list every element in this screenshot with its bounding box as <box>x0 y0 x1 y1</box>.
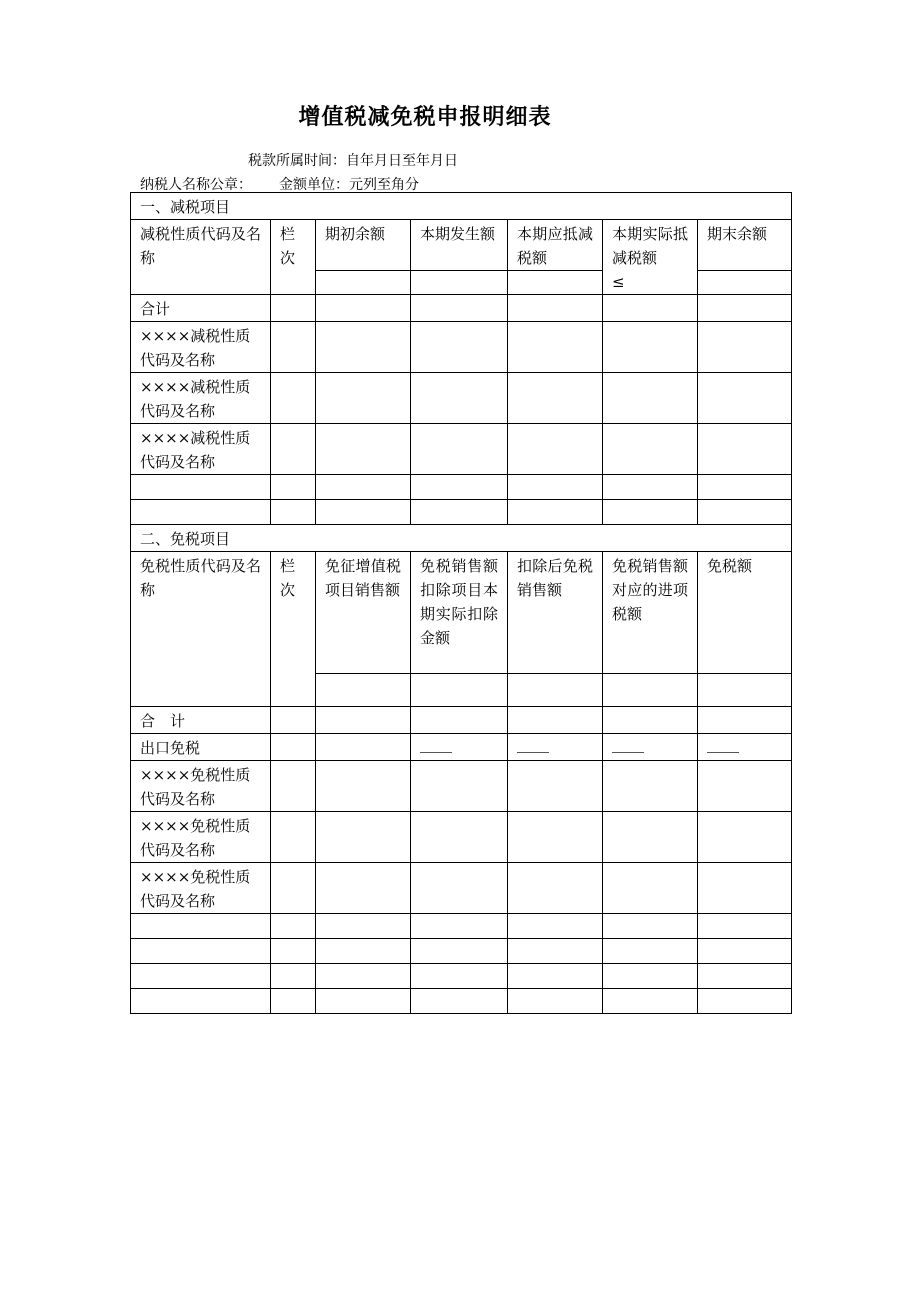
cell <box>698 295 792 322</box>
export-exempt-label: 出口免税 <box>131 734 271 761</box>
cell <box>131 914 271 939</box>
cell <box>603 373 698 424</box>
cell <box>508 914 603 939</box>
cell <box>411 707 508 734</box>
cell <box>316 373 411 424</box>
dash-mark <box>517 752 549 753</box>
cell <box>131 989 271 1014</box>
section2-header-line-no: 栏次 <box>271 552 316 707</box>
cell <box>411 761 508 812</box>
section2-heading: 二、免税项目 <box>131 525 792 552</box>
cell <box>508 989 603 1014</box>
dash-cell <box>508 734 603 761</box>
section1-item-label: ××××减税性质代码及名称 <box>131 424 271 475</box>
cell <box>508 812 603 863</box>
page-title: 增值税减免税申报明细表 <box>298 105 552 130</box>
cell <box>316 964 411 989</box>
cell <box>698 939 792 964</box>
cell <box>316 761 411 812</box>
cell <box>508 500 603 525</box>
amount-unit-label: 金额单位：元列至角分 <box>279 177 419 193</box>
section2-header-net-exempt-sales: 扣除后免税销售额 <box>508 552 603 674</box>
cell <box>698 373 792 424</box>
section1-item-label: ××××减税性质代码及名称 <box>131 373 271 424</box>
cell <box>271 989 316 1014</box>
declaration-table <box>130 192 792 1014</box>
cell <box>698 863 792 914</box>
cell <box>316 271 411 295</box>
section1-heading: 一、减税项目 <box>131 193 792 220</box>
cell <box>411 914 508 939</box>
cell <box>271 424 316 475</box>
cell <box>508 373 603 424</box>
cell <box>411 674 508 707</box>
cell <box>508 674 603 707</box>
cell <box>131 500 271 525</box>
cell <box>411 500 508 525</box>
section1-total-label: 合计 <box>131 295 271 322</box>
section2-header-exempt-sales: 免征增值税项目销售额 <box>316 552 411 674</box>
cell <box>271 964 316 989</box>
cell <box>508 271 603 295</box>
cell <box>271 500 316 525</box>
cell <box>316 295 411 322</box>
dash-cell <box>411 734 508 761</box>
cell <box>698 964 792 989</box>
cell <box>698 707 792 734</box>
cell <box>316 989 411 1014</box>
cell <box>411 964 508 989</box>
cell <box>411 989 508 1014</box>
section2-item-label: ××××免税性质代码及名称 <box>131 761 271 812</box>
cell <box>508 424 603 475</box>
cell <box>508 863 603 914</box>
less-equal-mark: ≤ <box>612 273 625 291</box>
cell <box>698 424 792 475</box>
section2-header-input-tax: 免税销售额对应的进项税额 <box>603 552 698 674</box>
cell <box>508 295 603 322</box>
dash-mark <box>612 752 644 753</box>
cell <box>131 964 271 989</box>
section1-header-deductible: 本期应抵减税额 <box>508 220 603 271</box>
cell <box>316 812 411 863</box>
cell <box>698 271 792 295</box>
section1-header-code-name: 减税性质代码及名称 <box>131 220 271 295</box>
cell <box>316 939 411 964</box>
cell <box>271 475 316 500</box>
cell <box>411 863 508 914</box>
cell <box>603 964 698 989</box>
section2-header-deduction: 免税销售额扣除项目本期实际扣除金额 <box>411 552 508 674</box>
cell <box>316 674 411 707</box>
cell <box>411 475 508 500</box>
cell <box>316 322 411 373</box>
cell <box>271 295 316 322</box>
cell <box>411 812 508 863</box>
cell <box>411 322 508 373</box>
cell <box>411 939 508 964</box>
cell <box>508 707 603 734</box>
tax-period: 税款所属时间：自年月日至年月日 <box>248 153 458 169</box>
cell <box>698 761 792 812</box>
cell <box>508 761 603 812</box>
cell <box>603 812 698 863</box>
cell <box>698 989 792 1014</box>
cell <box>316 424 411 475</box>
dash-cell <box>698 734 792 761</box>
cell <box>698 475 792 500</box>
cell <box>603 939 698 964</box>
cell <box>411 424 508 475</box>
cell <box>603 322 698 373</box>
cell <box>603 475 698 500</box>
cell <box>316 863 411 914</box>
dash-mark <box>420 752 452 753</box>
cell <box>698 500 792 525</box>
cell <box>271 373 316 424</box>
cell <box>603 295 698 322</box>
cell <box>316 500 411 525</box>
cell <box>271 914 316 939</box>
section1-header-line-no: 栏次 <box>271 220 316 295</box>
cell <box>603 863 698 914</box>
cell <box>411 295 508 322</box>
dash-cell <box>603 734 698 761</box>
cell <box>316 734 411 761</box>
cell <box>271 761 316 812</box>
cell <box>603 707 698 734</box>
cell <box>698 674 792 707</box>
cell <box>603 914 698 939</box>
cell <box>271 939 316 964</box>
dash-mark <box>707 752 739 753</box>
section2-item-label: ××××免税性质代码及名称 <box>131 863 271 914</box>
cell <box>603 989 698 1014</box>
cell <box>271 734 316 761</box>
cell <box>603 424 698 475</box>
section2-total-label: 合 计 <box>131 707 271 734</box>
cell <box>316 475 411 500</box>
taxpayer-name-label: 纳税人名称公章： <box>140 177 252 193</box>
cell <box>411 271 508 295</box>
section2-header-code-name: 免税性质代码及名称 <box>131 552 271 707</box>
cell <box>698 914 792 939</box>
cell <box>698 812 792 863</box>
cell <box>316 707 411 734</box>
cell <box>271 812 316 863</box>
cell <box>603 761 698 812</box>
cell <box>698 322 792 373</box>
section1-header-current-amount: 本期发生额 <box>411 220 508 271</box>
cell <box>411 373 508 424</box>
cell <box>271 707 316 734</box>
cell <box>271 863 316 914</box>
section1-header-opening-balance: 期初余额 <box>316 220 411 271</box>
section1-header-actual-deducted-text: 本期实际抵减税额 <box>612 225 688 267</box>
section1-header-actual-deducted <box>603 220 698 295</box>
cell <box>603 500 698 525</box>
section2-header-exempt-tax: 免税额 <box>698 552 792 674</box>
cell <box>271 322 316 373</box>
section2-item-label: ××××免税性质代码及名称 <box>131 812 271 863</box>
cell <box>316 914 411 939</box>
cell <box>131 475 271 500</box>
cell <box>508 964 603 989</box>
section1-item-label: ××××减税性质代码及名称 <box>131 322 271 373</box>
cell <box>508 322 603 373</box>
cell <box>508 939 603 964</box>
section1-header-closing-balance: 期末余额 <box>698 220 792 271</box>
cell <box>508 475 603 500</box>
cell <box>131 939 271 964</box>
cell <box>603 674 698 707</box>
